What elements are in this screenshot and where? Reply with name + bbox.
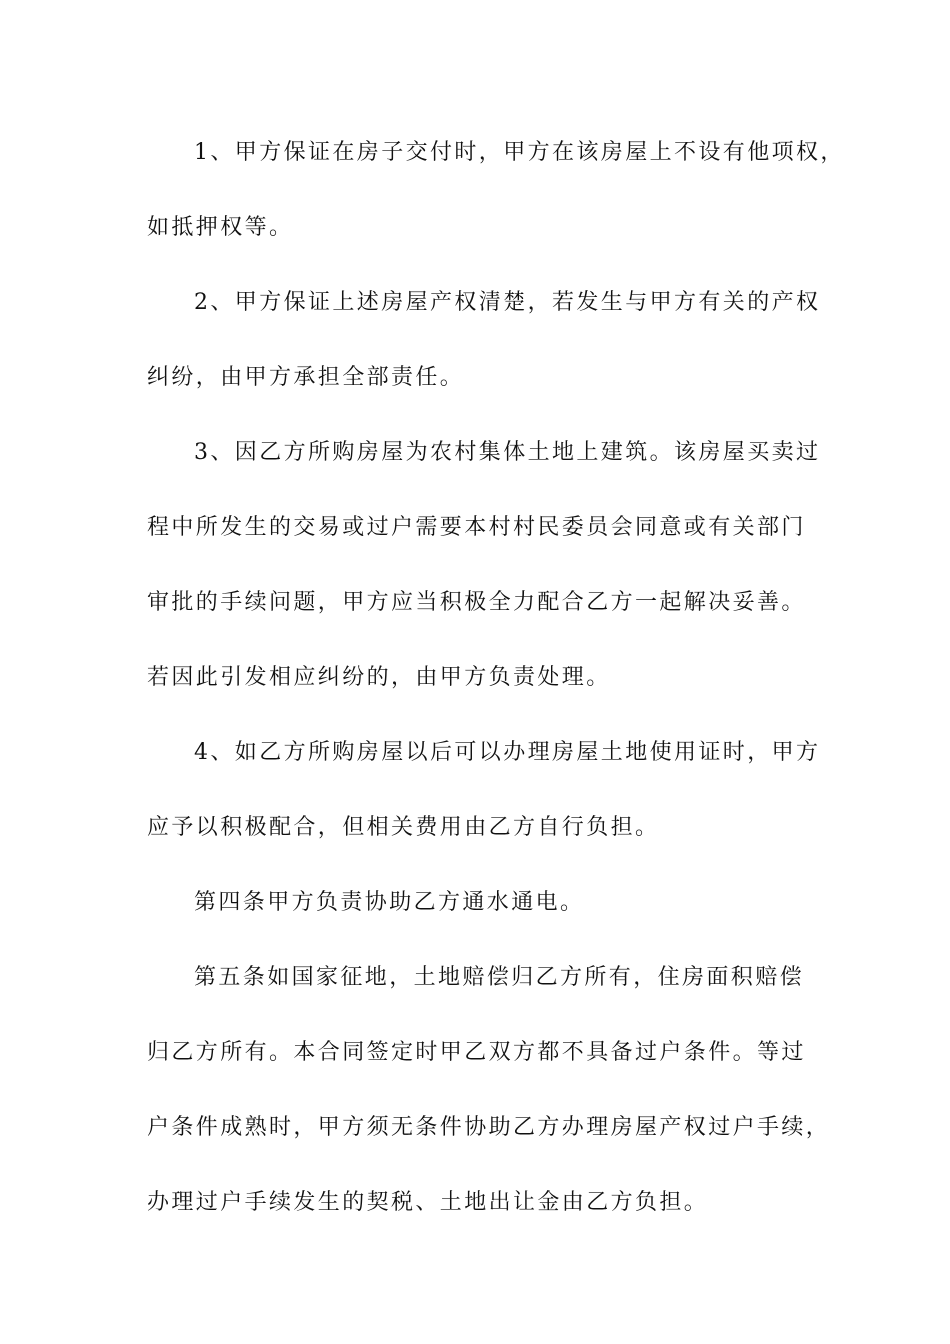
clause-4-line-1: 4、如乙方所购房屋以后可以办理房屋土地使用证时，甲方 — [194, 740, 821, 765]
clause-3-line-1: 3、因乙方所购房屋为农村集体土地上建筑。该房屋买卖过 — [194, 440, 821, 465]
clause-1-line-1: 1、甲方保证在房子交付时，甲方在该房屋上不设有他项权， — [194, 140, 845, 165]
clause-3-line-4: 若因此引发相应纠纷的，由甲方负责处理。 — [147, 665, 611, 690]
article-5-line-4: 办理过户手续发生的契税、土地出让金由乙方负担。 — [147, 1190, 709, 1215]
clause-3-line-2: 程中所发生的交易或过户需要本村村民委员会同意或有关部门 — [147, 515, 806, 540]
article-5-line-1: 第五条如国家征地，土地赔偿归乙方所有，住房面积赔偿 — [194, 965, 805, 990]
clause-1-line-2: 如抵押权等。 — [147, 215, 294, 240]
clause-2-line-2: 纠纷，由甲方承担全部责任。 — [147, 365, 465, 390]
article-5-line-3: 户条件成熟时，甲方须无条件协助乙方办理房屋产权过户手续， — [147, 1115, 831, 1140]
article-4-line-1: 第四条甲方负责协助乙方通水通电。 — [194, 890, 585, 915]
clause-3-line-3: 审批的手续问题，甲方应当积极全力配合乙方一起解决妥善。 — [147, 590, 806, 615]
article-5-line-2: 归乙方所有。本合同签定时甲乙双方都不具备过户条件。等过 — [147, 1040, 806, 1065]
clause-4-line-2: 应予以积极配合，但相关费用由乙方自行负担。 — [147, 815, 660, 840]
clause-2-line-1: 2、甲方保证上述房屋产权清楚，若发生与甲方有关的产权 — [194, 290, 821, 315]
